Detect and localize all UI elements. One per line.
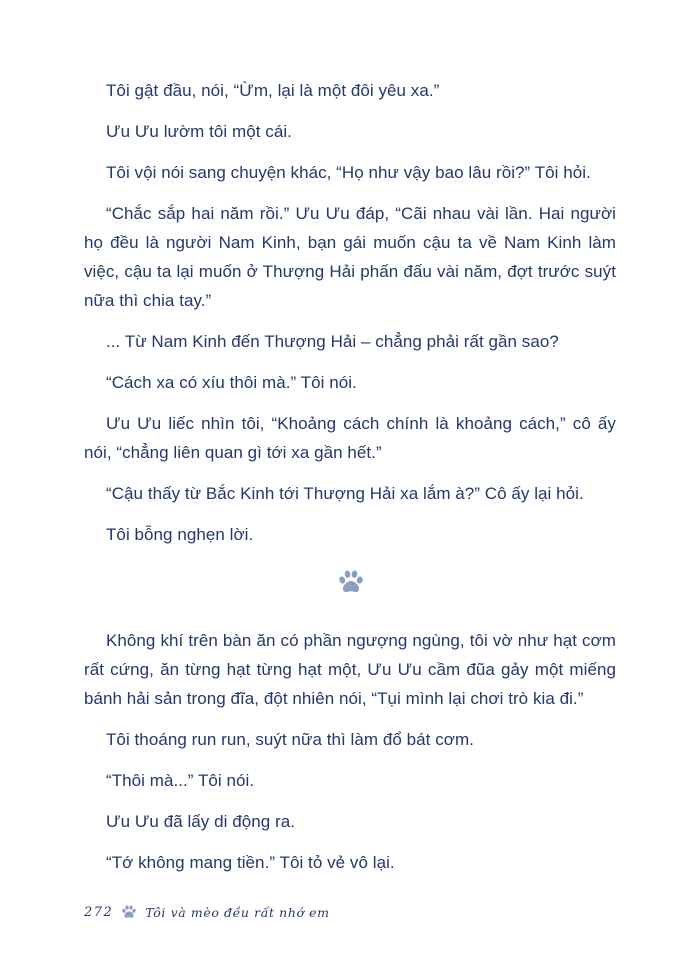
section-divider — [337, 568, 365, 596]
page-number: 272 — [84, 904, 114, 920]
paragraph: “Cách xa có xíu thôi mà.” Tôi nói. — [106, 373, 357, 392]
page-footer — [84, 899, 330, 925]
paragraph: “Cậu thấy từ Bắc Kinh tới Thượng Hải xa lắm à?” Cô ấy lại hỏi. — [106, 484, 584, 503]
text-section-2 — [84, 626, 616, 889]
paragraph: Ưu Ưu đã lấy di động ra. — [106, 812, 296, 831]
paw-print-icon — [337, 568, 365, 596]
paragraph: Ưu Ưu liếc nhìn tôi, “Khoảng cách chính là khoảng cách,” cô ấy nói, “chẳng liên quan gì tới xa gần hết.” — [84, 414, 616, 462]
running-book-title: Tôi và mèo đều rất nhớ em — [145, 904, 330, 920]
paragraph: Tôi gật đầu, nói, “Ừm, lại là một đôi yêu xa.” — [106, 81, 440, 100]
paragraph: Không khí trên bàn ăn có phần ngượng ngùng, tôi vờ như hạt cơm rất cứng, ăn từng hạt từng hạt một, Ưu Ưu cầm đũa gảy một miếng bánh hải sản trong đĩa, đột nhiên nói, “Tụi mình lại chơi trò kia đi.” — [84, 631, 616, 708]
paragraph: ... Từ Nam Kinh đến Thượng Hải – chẳng phải rất gần sao? — [106, 332, 559, 351]
paragraph: Tôi thoáng run run, suýt nữa thì làm đổ bát cơm. — [106, 730, 474, 749]
paragraph: “Thôi mà...” Tôi nói. — [106, 771, 255, 790]
paragraph: “Tớ không mang tiền.” Tôi tỏ vẻ vô lại. — [106, 853, 395, 872]
paragraph: Tôi vội nói sang chuyện khác, “Họ như vậy bao lâu rồi?” Tôi hỏi. — [106, 163, 591, 182]
paragraph: “Chắc sắp hai năm rồi.” Ưu Ưu đáp, “Cãi nhau vài lần. Hai người họ đều là người Nam Kinh, bạn gái muốn cậu ta về Nam Kinh làm việc, cậu ta lại muốn ở Thượng Hải phấn đấu vài năm, đợt trước suýt nữa thì chia tay.” — [84, 204, 616, 310]
paragraph: Ưu Ưu lườm tôi một cái. — [106, 122, 292, 141]
paragraph: Tôi bỗng nghẹn lời. — [106, 525, 254, 544]
paw-print-icon — [121, 904, 137, 920]
text-section-1 — [84, 76, 616, 561]
